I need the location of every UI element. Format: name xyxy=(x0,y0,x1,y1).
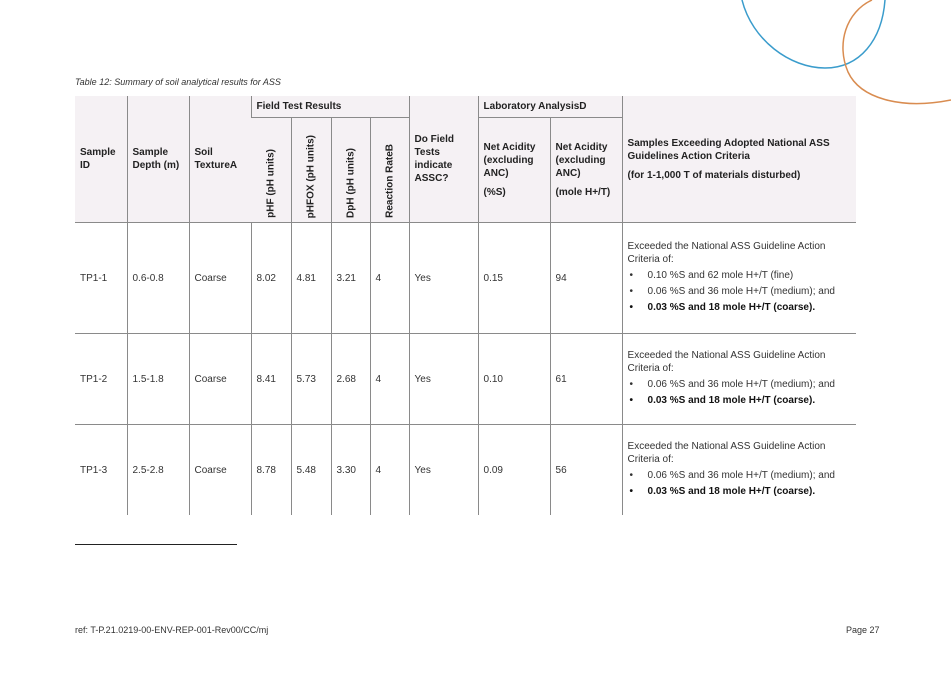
cell-sample-depth: 1.5-1.8 xyxy=(127,334,189,425)
cell-sample-depth: 2.5-2.8 xyxy=(127,425,189,516)
table-caption: Table 12: Summary of soil analytical results for ASS xyxy=(75,77,281,87)
header-laboratory-analysis: Laboratory AnalysisD xyxy=(478,96,622,118)
header-do-field-tests: Do Field Tests indicate ASSC? xyxy=(409,96,478,223)
header-phfox xyxy=(291,118,331,223)
header-soil-texture: Soil TextureA xyxy=(189,96,251,223)
header-reaction-rate-label: Reaction RateB xyxy=(384,144,396,218)
table-row xyxy=(75,425,856,516)
notes-intro: Exceeded the National ASS Guideline Action Criteria of: xyxy=(627,349,826,374)
footnote-separator xyxy=(75,544,237,545)
cell-phf: 8.41 xyxy=(251,334,291,425)
soil-results-table xyxy=(75,96,856,515)
cell-assc: Yes xyxy=(409,334,478,425)
cell-phfox: 5.73 xyxy=(291,334,331,425)
blue-arc xyxy=(742,0,885,68)
cell-net-acidity-s: 0.10 xyxy=(478,334,550,425)
table-row xyxy=(75,334,856,425)
header-field-test-results: Field Test Results xyxy=(251,96,409,118)
header-row-groups xyxy=(75,96,856,118)
notes-bullet-emphasis: • 0.03 %S and 18 mole H+/T (coarse). xyxy=(648,485,852,498)
cell-dph: 2.68 xyxy=(331,334,370,425)
table-row xyxy=(75,223,856,334)
page-number: Page 27 xyxy=(846,625,880,635)
notes-bullet: • 0.06 %S and 36 mole H+/T (medium); and xyxy=(648,378,852,391)
header-net-acidity-mole xyxy=(550,118,622,223)
cell-dph: 3.21 xyxy=(331,223,370,334)
cell-assc: Yes xyxy=(409,425,478,516)
header-samples-exceeding xyxy=(622,96,856,223)
notes-intro: Exceeded the National ASS Guideline Action Criteria of: xyxy=(627,440,826,465)
header-sample-depth: Sample Depth (m) xyxy=(127,96,189,223)
cell-exceedance-notes xyxy=(622,334,856,425)
header-phfox-label: pHFOX (pH units) xyxy=(305,134,317,218)
notes-bullet: • 0.06 %S and 36 mole H+/T (medium); and xyxy=(648,285,852,298)
header-dph xyxy=(331,118,370,223)
header-dph-label: DpH (pH units) xyxy=(345,148,356,218)
cell-phf: 8.78 xyxy=(251,425,291,516)
header-reaction-rate xyxy=(370,118,409,223)
cell-phfox: 5.48 xyxy=(291,425,331,516)
cell-phf: 8.02 xyxy=(251,223,291,334)
notes-bullet: • 0.06 %S and 36 mole H+/T (medium); and xyxy=(648,469,852,482)
cell-sample-id: TP1-2 xyxy=(75,334,127,425)
document-reference: ref: T-P.21.0219-00-ENV-REP-001-Rev00/CC/mj xyxy=(75,625,269,635)
cell-reaction-rate: 4 xyxy=(370,334,409,425)
cell-net-acidity-s: 0.15 xyxy=(478,223,550,334)
cell-assc: Yes xyxy=(409,223,478,334)
cell-sample-depth: 0.6-0.8 xyxy=(127,223,189,334)
header-samples-exceeding-title: Samples Exceeding Adopted National ASS Guidelines Action Criteria xyxy=(627,137,830,162)
cell-soil-texture: Coarse xyxy=(189,223,251,334)
cell-reaction-rate: 4 xyxy=(370,223,409,334)
cell-phfox: 4.81 xyxy=(291,223,331,334)
header-phf-label: pHF (pH units) xyxy=(265,149,277,218)
cell-net-acidity-mole: 56 xyxy=(550,425,622,516)
cell-net-acidity-s: 0.09 xyxy=(478,425,550,516)
notes-bullet-emphasis: • 0.03 %S and 18 mole H+/T (coarse). xyxy=(648,301,852,314)
notes-list xyxy=(628,469,852,498)
cell-net-acidity-mole: 94 xyxy=(550,223,622,334)
cell-sample-id: TP1-1 xyxy=(75,223,127,334)
cell-reaction-rate: 4 xyxy=(370,425,409,516)
cell-soil-texture: Coarse xyxy=(189,334,251,425)
header-net-acidity-s-title: Net Acidity (excluding ANC) xyxy=(483,142,536,179)
header-net-acidity-mole-title: Net Acidity (excluding ANC) xyxy=(555,142,608,179)
cell-soil-texture: Coarse xyxy=(189,425,251,516)
header-net-acidity-s-unit: (%S) xyxy=(483,187,506,198)
notes-list xyxy=(628,269,852,314)
notes-bullet-emphasis: • 0.03 %S and 18 mole H+/T (coarse). xyxy=(648,394,852,407)
notes-intro: Exceeded the National ASS Guideline Action Criteria of: xyxy=(627,240,826,265)
notes-bullet: • 0.10 %S and 62 mole H+/T (fine) xyxy=(648,269,852,282)
cell-exceedance-notes xyxy=(622,425,856,516)
header-net-acidity-mole-unit: (mole H+/T) xyxy=(555,187,611,198)
header-sample-id: Sample ID xyxy=(75,96,127,223)
header-phf xyxy=(251,118,291,223)
header-samples-exceeding-sub: (for 1-1,000 T of materials disturbed) xyxy=(627,169,801,181)
header-net-acidity-s xyxy=(478,118,550,223)
cell-exceedance-notes xyxy=(622,223,856,334)
cell-net-acidity-mole: 61 xyxy=(550,334,622,425)
cell-dph: 3.30 xyxy=(331,425,370,516)
cell-sample-id: TP1-3 xyxy=(75,425,127,516)
notes-list xyxy=(628,378,852,407)
orange-arc xyxy=(843,0,951,104)
